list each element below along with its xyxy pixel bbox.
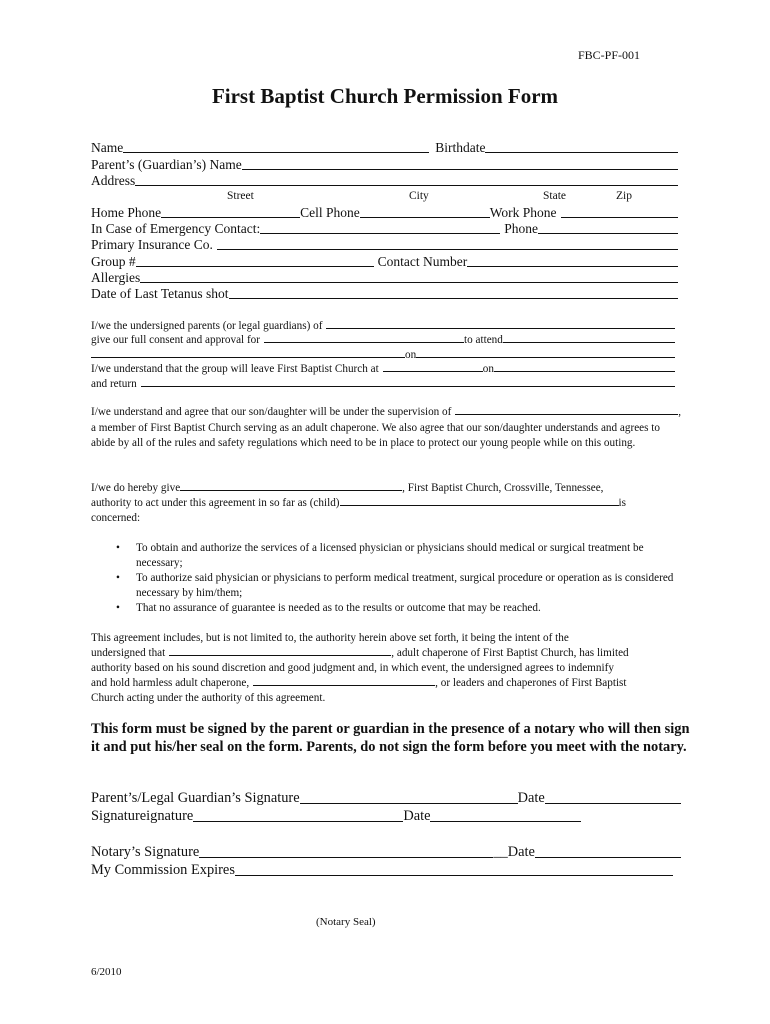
tetanus-row [91,286,678,302]
supervisor-field[interactable] [455,413,678,415]
list-item [91,541,681,571]
agreement-line-2 [91,647,681,659]
emergency-phone-field[interactable] [538,232,678,234]
work-phone-label: Work Phone [489,205,557,220]
tetanus-label: Date of Last Tetanus shot [91,286,229,301]
group-row [91,254,678,270]
notary-seal-label: (Notary Seal) [316,916,376,928]
contact-number-label: Contact Number [377,254,468,269]
bullet-text: That no assurance of guarantee is needed as to the results or outcome that may be reached. [136,602,541,614]
form-id: FBC-PF-001 [578,48,641,62]
agreement-line-1 [91,632,569,644]
address-field[interactable] [135,184,678,186]
cell-phone-field[interactable] [360,216,490,218]
supervision-comma: , [678,406,681,418]
guardian-signature-label: Parent’s/Legal Guardian’s Signature [91,790,300,806]
parent-name-row [91,157,678,173]
event-detail-field[interactable] [91,356,405,358]
child-name-field[interactable] [326,327,675,329]
name-field[interactable] [123,151,429,153]
birthdate-label: Birthdate [435,140,486,155]
authority-text-2a: authority to act under this agreement in so far as (child) [91,497,340,509]
authority-text-1a: I/we do hereby give [91,482,181,494]
on-label-1: on [405,349,417,361]
agreement-text-2b: , adult chaperone of First Baptist Church, has limited [391,647,629,659]
authority-name-field[interactable] [180,489,402,491]
date-label-1: Date [517,790,545,806]
name-label: Name [91,140,124,155]
date-label-3: __Date [493,844,535,860]
bullet-text: To obtain and authorize the services of a licensed physician or physicians should medical or surgical treatment be necessary; [136,542,644,569]
address-row [91,173,678,189]
authorization-list [91,541,681,616]
agreement-text-4a: and hold harmless adult chaperone, [91,677,250,689]
supervision-line-1 [91,406,681,418]
date-field-3[interactable] [535,856,681,858]
emergency-row [91,221,678,237]
notary-notice: This form must be signed by the parent or guardian in the presence of a notary who will then sign it and put his/her seal on the form. Parents, do not sign the form before you meet with the notary. [91,721,690,755]
agreement-text-1: This agreement includes, but is not limited to, the authority herein above set forth, it being the intent of the [91,632,569,644]
group-label: Group # [91,254,136,269]
zip-label: Zip [616,190,632,202]
consent-line-3 [91,349,675,361]
revision-date: 6/2010 [91,966,122,978]
form-title: First Baptist Church Permission Form [211,84,559,108]
on-label-2: on [482,363,494,375]
bullet-text: To authorize said physician or physicians to perform medical treatment, surgical procedure or operation as is considered necessary by him/them; [136,572,674,599]
leave-time-field[interactable] [383,370,483,372]
emergency-label: In Case of Emergency Contact: [91,221,261,236]
home-phone-field[interactable] [161,216,300,218]
state-label: State [543,190,566,202]
parent-name-label: Parent’s (Guardian’s) Name [91,157,242,172]
consent-line-2 [91,334,675,346]
commission-field[interactable] [235,874,673,876]
emergency-field[interactable] [260,232,500,234]
city-label: City [409,190,429,202]
agreement-line-3 [91,662,614,674]
approval-name-field[interactable] [264,341,464,343]
date-field-2[interactable] [430,820,581,822]
notary-signature-label: Notary’s Signature [91,844,200,860]
address-label: Address [91,173,136,188]
date-label-2: Date [403,808,431,824]
chaperone-field-2[interactable] [253,684,435,686]
second-signature-label: Signatureignature [91,808,194,824]
notary-signature-field[interactable] [199,856,493,858]
phone-label: Phone [504,221,538,236]
allergies-field[interactable] [140,281,678,283]
return-field[interactable] [141,385,675,387]
agreement-text-3: authority based on his sound discretion and good judgment and, in which event, the undersigned agrees to indemnify [91,662,614,674]
authority-line-3 [91,512,140,524]
consent-line-4 [91,363,675,375]
list-item [91,601,681,616]
second-signature-field[interactable] [193,820,403,822]
cell-phone-label: Cell Phone [300,205,360,220]
insurance-label: Primary Insurance Co. [91,237,213,252]
authority-text-3: concerned: [91,512,141,524]
allergies-label: Allergies [91,270,141,285]
agreement-text-5: Church acting under the authority of this agreement. [91,692,326,704]
home-phone-label: Home Phone [91,205,162,220]
bullet-icon: • [116,572,120,584]
authority-text-1b: , First Baptist Church, Crossville, Tennessee, [402,482,604,494]
bullet-icon: • [116,602,120,614]
group-field[interactable] [136,265,374,267]
event-field[interactable] [503,341,675,343]
event-date-field[interactable] [416,356,675,358]
allergies-row [91,270,678,286]
consent-text-1: I/we the undersigned parents (or legal guardians) of [91,320,323,332]
agreement-text-4b: , or leaders and chaperones of First Baptist [435,677,627,689]
leave-date-field[interactable] [494,370,675,372]
insurance-field[interactable] [217,248,678,250]
authority-line-2 [91,497,626,509]
supervision-text-1: I/we understand and agree that our son/daughter will be under the supervision of [91,406,452,418]
agreement-text-2a: undersigned that [91,647,166,659]
work-phone-field[interactable] [561,216,678,218]
to-attend-label: to attend [464,334,503,346]
parent-name-field[interactable] [242,168,678,170]
child-field[interactable] [340,504,619,506]
agreement-line-5 [91,692,325,704]
commission-row [91,862,673,879]
consent-text-2: give our full consent and approval for [91,334,261,346]
tetanus-field[interactable] [229,297,678,299]
bullet-icon: • [116,542,120,554]
date-field-1[interactable] [545,802,681,804]
consent-line-5 [91,378,675,390]
authority-line-1 [91,482,651,494]
leave-text: I/we understand that the group will leave First Baptist Church at [91,363,379,375]
street-label: Street [227,190,254,202]
agreement-line-4 [91,677,681,689]
chaperone-field-1[interactable] [169,654,391,656]
list-item [91,571,681,601]
notary-signature-row [91,844,681,861]
name-row [91,140,678,156]
birthdate-field[interactable] [485,151,678,153]
guardian-signature-row [91,790,681,807]
contact-number-field[interactable] [467,265,678,267]
phones-row [91,205,678,221]
supervision-text-2: a member of First Baptist Church serving as an adult chaperone. We also agree that our son/daughter understands and agrees to abide by all of the rules and safety regulations which need to be in place to protect our young people while on this outing. [91,422,660,449]
commission-label: My Commission Expires [91,862,235,878]
second-signature-row [91,808,581,825]
return-label: and return [91,378,137,390]
authority-text-2b: is [618,497,626,509]
insurance-row [91,237,678,253]
consent-line-1 [91,320,675,332]
guardian-signature-field[interactable] [300,802,518,804]
